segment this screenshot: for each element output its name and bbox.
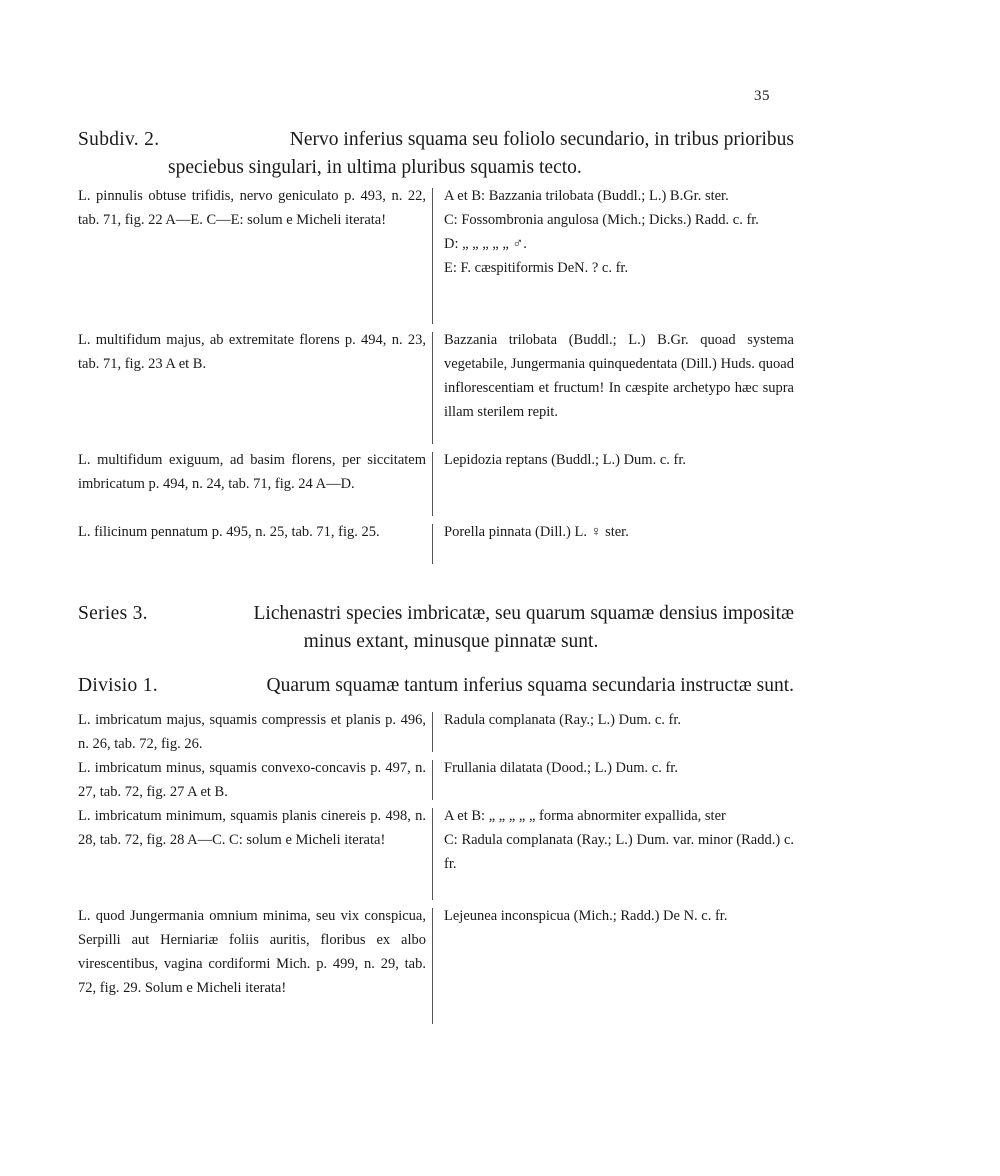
identification-line: Bazzania trilobata (Buddl.; L.) B.Gr. quoad systema vegetabile, Jungermania quinquedentata (Dill.) Huds. quoad inflorescentiam et fructum! In cæspite archetypo hæc supra illam sterilem repit. [444,332,794,420]
entry-row [78,448,794,520]
section2-entries [78,708,794,1028]
column-divider [432,524,434,564]
entry-description: L. filicinum pennatum p. 495, n. 25, tab. 71, fig. 25. [78,524,380,540]
identification-line: E: F. cæspitiformis DeN. ? c. fr. [444,260,629,276]
series-title-line2: minus extant, minusque pinnatæ sunt. [303,631,599,652]
identification-line: C: Radula complanata (Ray.; L.) Dum. var. minor (Radd.) c. fr. [444,832,794,872]
entry-identification [440,520,794,568]
entry-row [78,804,794,904]
entry-row [78,520,794,568]
entry-description: L. pinnulis obtuse trifidis, nervo geniculato p. 493, n. 22, tab. 71, fig. 22 A—E. C—E: solum e Micheli iterata! [78,188,426,228]
entry-description: L. imbricatum minus, squamis convexo-concavis p. 497, n. 27, tab. 72, fig. 27 A et B. [78,760,426,800]
entry-identification [440,904,794,1028]
entry-identification [440,756,794,804]
divisio-heading [78,672,794,700]
column-divider [432,908,434,1024]
column-divider [432,452,434,516]
subdivision-title-line1: Nervo inferius squama seu foliolo secundario, in tribus prioribus [289,129,794,150]
entry-identification [440,804,794,904]
column-divider [432,712,434,752]
divisio-title-line1: Quarum squamæ tantum inferius squama secundaria instructæ sunt. [266,675,794,696]
identification-line: Radula complanata (Ray.; L.) Dum. c. fr. [444,712,682,728]
identification-line: Porella pinnata (Dill.) L. ♀ ster. [444,524,629,540]
column-divider [432,188,434,324]
section1-entries [78,184,794,568]
subdivision-heading [78,126,794,182]
identification-line: Frullania dilatata (Dood.; L.) Dum. c. fr. [444,760,678,776]
entry-description: L. quod Jungermania omnium minima, seu vix conspicua, Serpilli aut Herniariæ foliis auritis, floribus ex albo virescentibus, vagina cordiformi Mich. p. 499, n. 29, tab. 72, fig. 29. Solum e Micheli iterata! [78,908,426,996]
entry-description: L. multifidum majus, ab extremitate florens p. 494, n. 23, tab. 71, fig. 23 A et B. [78,332,426,372]
entry-identification [440,184,794,328]
identification-line: C: Fossombronia angulosa (Mich.; Dicks.) Radd. c. fr. [444,212,759,228]
identification-line: A et B: Bazzania trilobata (Buddl.; L.) B.Gr. ster. [444,188,729,204]
entry-row [78,756,794,804]
series-heading [78,600,794,656]
column-divider [432,332,434,444]
entry-row [78,184,794,328]
entry-row [78,904,794,1028]
entry-description: L. multifidum exiguum, ad basim florens, per siccitatem imbricatum p. 494, n. 24, tab. 71, fig. 24 A—D. [78,452,426,492]
identification-line: A et B: „ „ „ „ „ forma abnormiter expallida, ster [444,808,726,824]
subdivision-label: Subdiv. 2. [78,129,160,150]
subdivision-title-line2: speciebus singulari, in ultima pluribus squamis tecto. [168,157,582,178]
series-title-line1: Lichenastri species imbricatæ, seu quarum squamæ densius impositæ [253,603,794,624]
entry-identification [440,448,794,520]
series-label: Series 3. [78,603,148,624]
entry-row [78,708,794,756]
identification-line: D: „ „ „ „ „ ♂. [444,236,527,252]
identification-line: Lepidozia reptans (Buddl.; L.) Dum. c. fr. [444,452,687,468]
column-divider [432,808,434,900]
entry-identification [440,708,794,756]
column-divider [432,760,434,800]
identification-line: Lejeunea inconspicua (Mich.; Radd.) De N. c. fr. [444,908,728,924]
page-number: 35 [754,88,770,104]
entry-description: L. imbricatum minimum, squamis planis cinereis p. 498, n. 28, tab. 72, fig. 28 A—C. C: solum e Micheli iterata! [78,808,426,848]
entry-identification [440,328,794,448]
divisio-label: Divisio 1. [78,675,158,696]
entry-description: L. imbricatum majus, squamis compressis et planis p. 496, n. 26, tab. 72, fig. 26. [78,712,426,752]
entry-row [78,328,794,448]
